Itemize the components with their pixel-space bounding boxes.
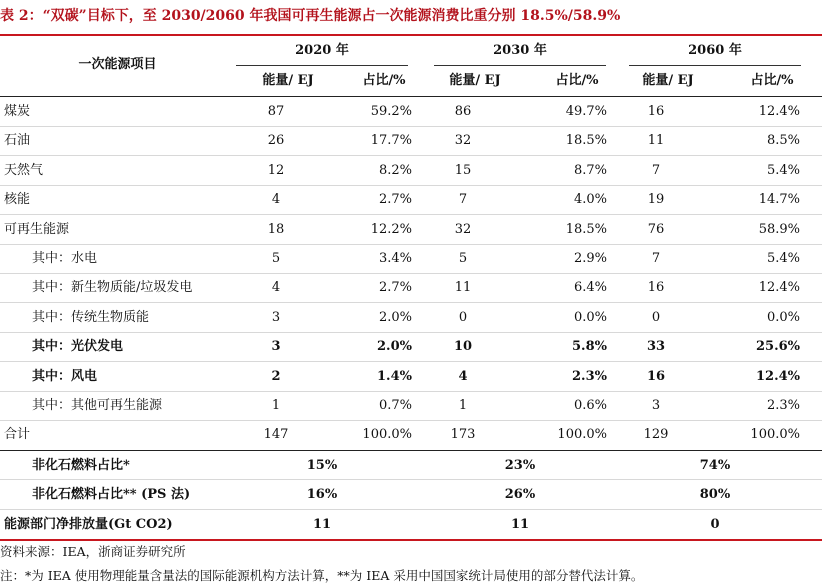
- table-cell-energy: 2: [271, 368, 281, 384]
- table-cell-energy: 7: [651, 162, 661, 178]
- table-cell-energy: 7: [651, 251, 661, 266]
- table-cell-energy: 12: [267, 162, 285, 178]
- table-cell-energy: 173: [450, 427, 476, 443]
- summary-value: 0: [710, 516, 720, 532]
- table-cell-share: 3.4%: [378, 251, 412, 266]
- summary-value: 11: [510, 516, 530, 532]
- table-cell-energy: 32: [454, 221, 472, 237]
- table-cell-share: 59.2%: [370, 104, 412, 119]
- table-cell-energy: 18: [267, 221, 285, 237]
- table-cell-share: 0.7%: [378, 398, 412, 413]
- table-cell-energy: 1: [458, 398, 468, 413]
- table-cell-share: 100.0%: [362, 427, 412, 443]
- summary-value: 26%: [504, 487, 536, 503]
- table-cell-share: 2.7%: [378, 280, 412, 296]
- table-cell-energy: 5: [458, 251, 468, 266]
- table-row-label: 其中：传统生物质能: [32, 309, 150, 325]
- table-cell-energy: 7: [458, 192, 468, 208]
- table-cell-share: 12.4%: [758, 280, 800, 296]
- table-cell-share: 2.9%: [573, 251, 607, 266]
- table-cell-share: 12.2%: [370, 221, 412, 237]
- table-cell-energy: 26: [267, 133, 285, 149]
- table-cell-energy: 32: [454, 133, 472, 149]
- table-cell-energy: 3: [651, 398, 661, 413]
- table-cell-share: 2.3%: [766, 398, 800, 413]
- table-title: 表 2：“双碳”目标下，至 2030/2060 年我国可再生能源占一次能源消费比重分别 18.5%/58.9%: [0, 8, 621, 24]
- table-row-label: 合计: [4, 427, 31, 443]
- subheader-energy: 能量/ EJ: [449, 73, 501, 88]
- table-cell-share: 18.5%: [565, 221, 607, 237]
- table-cell-energy: 0: [651, 309, 661, 325]
- table-row-label: 天然气: [4, 162, 44, 178]
- table-cell-energy: 33: [646, 339, 666, 355]
- table-cell-energy: 4: [458, 368, 468, 384]
- subheader-share: 占比/%: [750, 73, 794, 88]
- table-row-label: 其中：风电: [32, 368, 98, 384]
- table-cell-share: 18.5%: [565, 133, 607, 149]
- table-cell-energy: 5: [271, 251, 281, 266]
- table-row-label: 其中：新生物质能/垃圾发电: [32, 280, 193, 296]
- table-cell-share: 5.8%: [572, 339, 607, 355]
- year-header: 2030 年: [493, 43, 547, 58]
- table-cell-share: 8.2%: [378, 162, 412, 178]
- table-cell-share: 25.6%: [755, 339, 800, 355]
- table-cell-share: 12.4%: [758, 104, 800, 119]
- summary-value: 80%: [699, 487, 731, 503]
- subheader-share: 占比/%: [555, 73, 599, 88]
- table-cell-share: 17.7%: [370, 133, 412, 149]
- footnote: 注：*为 IEA 使用物理能量含量法的国际能源机构方法计算，**为 IEA 采用中国国家统计局使用的部分替代法计算。: [0, 568, 644, 583]
- table-row-label: 其中：光伏发电: [32, 339, 124, 355]
- summary-label: 非化石燃料占比** (PS 法): [32, 487, 191, 503]
- table-cell-share: 0.0%: [766, 309, 800, 325]
- table-row-label: 煤炭: [4, 104, 31, 119]
- summary-label: 能源部门净排放量(Gt CO2): [4, 516, 173, 532]
- table-cell-share: 4.0%: [573, 192, 607, 208]
- table-cell-energy: 15: [454, 162, 472, 178]
- summary-value: 16%: [306, 487, 338, 503]
- table-cell-energy: 11: [454, 280, 472, 296]
- summary-value: 11: [312, 516, 332, 532]
- table-cell-energy: 11: [647, 133, 665, 149]
- table-cell-share: 6.4%: [573, 280, 607, 296]
- table-cell-share: 5.4%: [766, 162, 800, 178]
- subheader-energy: 能量/ EJ: [262, 73, 314, 88]
- table-cell-energy: 129: [643, 427, 669, 443]
- table-cell-energy: 3: [271, 309, 281, 325]
- source-note: 资料来源：IEA，浙商证券研究所: [0, 544, 186, 559]
- table-cell-energy: 19: [647, 192, 665, 208]
- table-cell-energy: 16: [647, 280, 665, 296]
- table-cell-energy: 0: [458, 309, 468, 325]
- table-row-label: 其中：其他可再生能源: [32, 398, 163, 413]
- table-cell-share: 14.7%: [758, 192, 800, 208]
- table-cell-share: 2.0%: [377, 339, 412, 355]
- table-cell-energy: 1: [271, 398, 281, 413]
- table-cell-energy: 4: [271, 280, 281, 296]
- table-cell-energy: 4: [271, 192, 281, 208]
- table-row-label: 可再生能源: [4, 221, 70, 237]
- table-cell-share: 8.5%: [766, 133, 800, 149]
- table-cell-share: 100.0%: [557, 427, 607, 443]
- subheader-energy: 能量/ EJ: [642, 73, 694, 88]
- year-header: 2020 年: [295, 43, 349, 58]
- table-cell-energy: 10: [453, 339, 473, 355]
- table-cell-energy: 86: [454, 104, 472, 119]
- summary-label: 非化石燃料占比*: [32, 457, 130, 473]
- table-cell-share: 2.7%: [378, 192, 412, 208]
- table-cell-energy: 16: [647, 104, 665, 119]
- table-cell-share: 1.4%: [377, 368, 412, 384]
- row-header: 一次能源项目: [78, 57, 157, 72]
- summary-value: 15%: [306, 457, 338, 473]
- table-cell-energy: 3: [271, 339, 281, 355]
- table-cell-share: 2.0%: [378, 309, 412, 325]
- table-cell-share: 0.6%: [573, 398, 607, 413]
- table-cell-energy: 76: [647, 221, 665, 237]
- subheader-share: 占比/%: [362, 73, 406, 88]
- year-header: 2060 年: [688, 43, 742, 58]
- table-cell-share: 100.0%: [750, 427, 800, 443]
- table-cell-share: 5.4%: [766, 251, 800, 266]
- table-cell-share: 8.7%: [573, 162, 607, 178]
- summary-value: 23%: [504, 457, 536, 473]
- table-cell-share: 58.9%: [758, 221, 800, 237]
- table-row-label: 核能: [4, 192, 31, 208]
- table-cell-share: 0.0%: [573, 309, 607, 325]
- table-cell-share: 12.4%: [755, 368, 800, 384]
- table-cell-energy: 147: [263, 427, 289, 443]
- table-cell-share: 49.7%: [565, 104, 607, 119]
- table-cell-energy: 16: [646, 368, 666, 384]
- table-cell-energy: 87: [267, 104, 285, 119]
- table-row-label: 石油: [4, 133, 31, 149]
- table-row-label: 其中：水电: [32, 251, 98, 266]
- summary-value: 74%: [699, 457, 731, 473]
- rule: [0, 539, 822, 541]
- table-cell-share: 2.3%: [572, 368, 607, 384]
